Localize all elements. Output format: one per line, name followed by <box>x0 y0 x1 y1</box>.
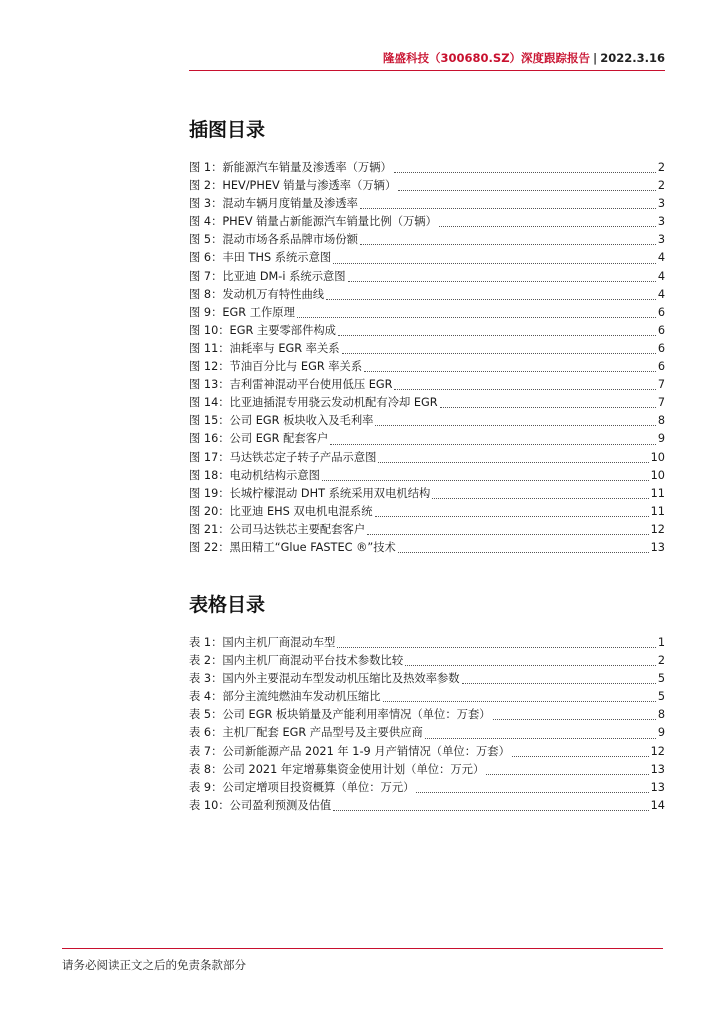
toc-page-number: 8 <box>657 708 665 722</box>
toc-page-number: 4 <box>657 251 665 265</box>
toc-leader-dots <box>367 524 649 535</box>
toc-page-number: 12 <box>650 522 665 536</box>
toc-entry-label: 表 8：公司 2021 年定增募集资金使用计划（单位：万元） <box>189 762 485 776</box>
toc-entry-label: 图 3：混动车辆月度销量及渗透率 <box>189 197 358 211</box>
table-toc-entry[interactable] <box>189 761 665 779</box>
toc-page-number: 13 <box>650 762 665 776</box>
figure-toc-entry[interactable] <box>189 358 665 376</box>
toc-entry-label: 表 10：公司盈利预测及估值 <box>189 798 332 812</box>
header-separator: | <box>593 51 598 65</box>
toc-entry-label: 图 8：发动机万有特性曲线 <box>189 287 325 301</box>
toc-leader-dots <box>348 271 656 282</box>
toc-page-number: 4 <box>657 287 665 301</box>
figure-toc-entry[interactable] <box>189 231 665 249</box>
toc-page-number: 14 <box>650 798 665 812</box>
figure-toc-entry[interactable] <box>189 195 665 213</box>
toc-page-number: 11 <box>650 504 665 518</box>
toc-entry-label: 图 14：比亚迪插混专用骁云发动机配有冷却 EGR <box>189 396 438 410</box>
figure-toc-entry[interactable] <box>189 268 665 286</box>
toc-page-number: 2 <box>657 654 665 668</box>
figure-toc-entry[interactable] <box>189 430 665 448</box>
toc-page-number: 6 <box>657 341 665 355</box>
figure-toc-entry[interactable] <box>189 340 665 358</box>
toc-page-number: 10 <box>650 468 665 482</box>
toc-leader-dots <box>432 488 648 499</box>
toc-entry-label: 表 1：国内主机厂商混动车型 <box>189 636 336 649</box>
toc-page-number: 7 <box>657 396 665 410</box>
report-date: 2022.3.16 <box>600 51 665 65</box>
toc-leader-dots <box>337 637 655 648</box>
table-toc-entry[interactable] <box>189 779 665 797</box>
figure-toc-entry[interactable] <box>189 394 665 412</box>
figure-toc-entry[interactable] <box>189 412 665 430</box>
toc-leader-dots <box>425 728 656 739</box>
toc-leader-dots <box>405 655 656 666</box>
toc-entry-label: 图 15：公司 EGR 板块收入及毛利率 <box>189 414 374 428</box>
toc-leader-dots <box>383 691 656 702</box>
report-company: 隆盛科技（300680.SZ）深度跟踪报告 <box>383 51 591 65</box>
toc-page-number: 5 <box>657 690 665 704</box>
toc-entry-label: 图 17：马达铁芯定子转子产品示意图 <box>189 450 377 464</box>
toc-page-number: 12 <box>650 744 665 758</box>
figure-toc-entry[interactable] <box>189 449 665 467</box>
table-toc-entry[interactable] <box>189 797 665 815</box>
toc-page-number: 4 <box>657 269 665 283</box>
figures-toc-list <box>189 159 665 557</box>
toc-entry-label: 图 6：丰田 THS 系统示意图 <box>189 251 332 265</box>
toc-page-number: 9 <box>657 726 665 740</box>
toc-entry-label: 表 3：国内外主要混动车型发动机压缩比及热效率参数 <box>189 672 460 686</box>
figure-toc-entry[interactable] <box>189 249 665 267</box>
toc-leader-dots <box>297 307 656 318</box>
figure-toc-entry[interactable] <box>189 521 665 539</box>
toc-leader-dots <box>333 253 656 264</box>
toc-entry-label: 表 7：公司新能源产品 2021 年 1-9 月产销情况（单位：万套） <box>189 744 510 758</box>
toc-leader-dots <box>440 397 656 408</box>
table-toc-entry[interactable] <box>189 652 665 670</box>
table-toc-entry[interactable] <box>189 670 665 688</box>
toc-page-number: 8 <box>657 414 665 428</box>
toc-leader-dots <box>375 506 649 517</box>
toc-entry-label: 图 1：新能源汽车销量及渗透率（万辆） <box>189 161 392 174</box>
toc-page-number: 2 <box>657 161 665 174</box>
toc-leader-dots <box>394 379 655 390</box>
toc-leader-dots <box>342 343 656 354</box>
toc-entry-label: 表 5：公司 EGR 板块销量及产能利用率情况（单位：万套） <box>189 708 491 722</box>
toc-page-number: 6 <box>657 305 665 319</box>
toc-page-number: 7 <box>657 378 665 392</box>
header-divider <box>189 70 665 71</box>
toc-page-number: 5 <box>657 672 665 686</box>
toc-entry-label: 图 10：EGR 主要零部件构成 <box>189 323 336 337</box>
figure-toc-entry[interactable] <box>189 376 665 394</box>
toc-entry-label: 图 18：电动机结构示意图 <box>189 468 320 482</box>
toc-page-number: 6 <box>657 360 665 374</box>
toc-entry-label: 图 22：黑田精工“Glue FASTEC ®”技术 <box>189 540 396 554</box>
toc-page-number: 1 <box>657 636 665 649</box>
toc-entry-label: 图 21：公司马达铁芯主要配套客户 <box>189 522 366 536</box>
toc-page-number: 10 <box>650 450 665 464</box>
toc-page-number: 3 <box>657 197 665 211</box>
toc-entry-label: 图 13：吉利雷神混动平台使用低压 EGR <box>189 378 393 392</box>
toc-leader-dots <box>462 673 656 684</box>
toc-leader-dots <box>360 198 656 209</box>
toc-leader-dots <box>486 764 648 775</box>
toc-leader-dots <box>322 470 649 481</box>
toc-page-number: 13 <box>650 780 665 794</box>
toc-entry-label: 图 5：混动市场各系品牌市场份额 <box>189 233 358 247</box>
toc-entry-label: 图 7：比亚迪 DM-i 系统示意图 <box>189 269 346 283</box>
table-toc-entry[interactable] <box>189 688 665 706</box>
toc-page-number: 11 <box>650 486 665 500</box>
toc-entry-label: 表 4：部分主流纯燃油车发动机压缩比 <box>189 690 381 704</box>
toc-leader-dots <box>394 162 656 173</box>
figure-toc-entry[interactable] <box>189 467 665 485</box>
toc-leader-dots <box>360 234 656 245</box>
footer-disclaimer: 请务必阅读正文之后的免责条款部分 <box>62 958 246 972</box>
toc-entry-label: 表 6：主机厂配套 EGR 产品型号及主要供应商 <box>189 726 423 740</box>
toc-leader-dots <box>493 709 656 720</box>
figure-toc-entry[interactable] <box>189 322 665 340</box>
toc-entry-label: 图 9：EGR 工作原理 <box>189 305 295 319</box>
toc-entry-label: 图 4：PHEV 销量占新能源汽车销量比例（万辆） <box>189 215 437 229</box>
toc-entry-label: 表 2：国内主机厂商混动平台技术参数比较 <box>189 654 404 668</box>
table-toc-entry[interactable] <box>189 706 665 724</box>
toc-leader-dots <box>398 542 649 553</box>
figure-toc-entry[interactable] <box>189 177 665 195</box>
figure-toc-entry[interactable] <box>189 159 665 177</box>
toc-page-number: 3 <box>657 215 665 229</box>
toc-leader-dots <box>378 452 648 463</box>
report-header <box>189 50 665 66</box>
toc-entry-label: 图 2：HEV/PHEV 销量与渗透率（万辆） <box>189 179 397 193</box>
figure-toc-entry[interactable] <box>189 286 665 304</box>
figure-toc-entry[interactable] <box>189 213 665 231</box>
toc-entry-label: 图 19：长城柠檬混动 DHT 系统采用双电机结构 <box>189 486 431 500</box>
toc-entry-label: 图 20：比亚迪 EHS 双电机电混系统 <box>189 504 373 518</box>
toc-page-number: 13 <box>650 540 665 554</box>
table-toc-entry[interactable] <box>189 743 665 761</box>
table-toc-entry[interactable] <box>189 724 665 742</box>
toc-leader-dots <box>326 289 656 300</box>
figure-toc-entry[interactable] <box>189 485 665 503</box>
toc-leader-dots <box>416 782 648 793</box>
footer-divider <box>62 948 663 949</box>
tables-toc-list <box>189 634 665 815</box>
toc-page-number: 3 <box>657 233 665 247</box>
tables-toc-title: 表格目录 <box>189 594 266 616</box>
toc-leader-dots <box>512 746 649 757</box>
figure-toc-entry[interactable] <box>189 503 665 521</box>
toc-page-number: 9 <box>657 432 665 446</box>
toc-leader-dots <box>338 325 656 336</box>
toc-leader-dots <box>330 434 656 445</box>
figure-toc-entry[interactable] <box>189 539 665 557</box>
toc-page-number: 6 <box>657 323 665 337</box>
toc-leader-dots <box>364 361 656 372</box>
toc-page-number: 2 <box>657 179 665 193</box>
figure-toc-entry[interactable] <box>189 304 665 322</box>
toc-entry-label: 图 12：节油百分比与 EGR 率关系 <box>189 360 363 374</box>
toc-leader-dots <box>333 800 648 811</box>
toc-entry-label: 图 11：油耗率与 EGR 率关系 <box>189 341 340 355</box>
toc-leader-dots <box>439 216 656 227</box>
toc-leader-dots <box>398 180 656 191</box>
toc-entry-label: 表 9：公司定增项目投资概算（单位：万元） <box>189 780 415 794</box>
toc-entry-label: 图 16：公司 EGR 配套客户 <box>189 432 329 446</box>
table-toc-entry[interactable] <box>189 634 665 652</box>
toc-leader-dots <box>375 415 655 426</box>
figures-toc-title: 插图目录 <box>189 119 266 141</box>
